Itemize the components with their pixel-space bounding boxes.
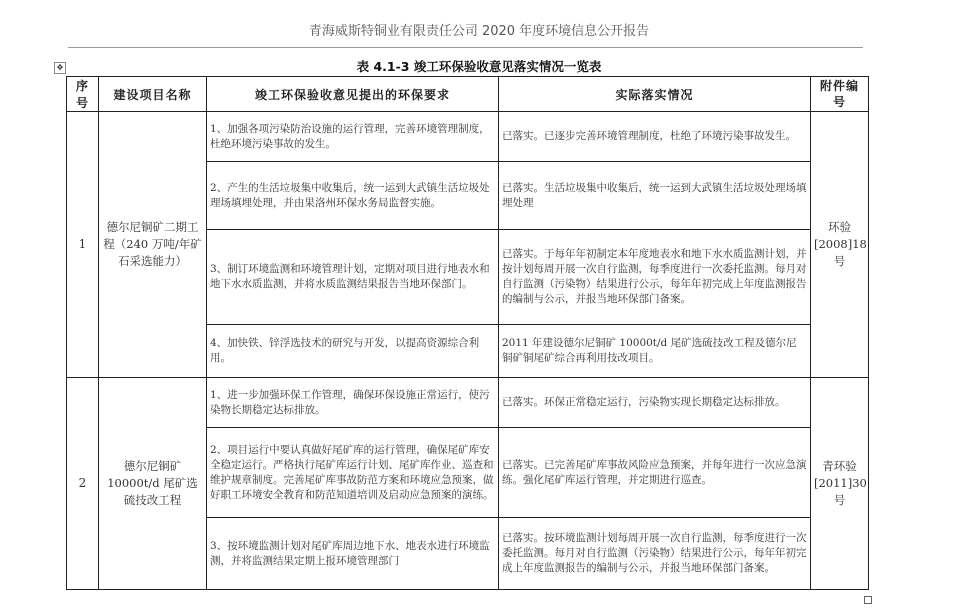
status-cell: 2011 年建设德尔尼铜矿 10000t/d 尾矿选硫技改工程及德尔尼铜矿铜尾矿综合再利用技改项目。: [499, 325, 811, 378]
attachment-cell: 环验[2008]18 号: [811, 112, 869, 378]
requirement-cell: 1、加强各项污染防治设施的运行管理，完善环境管理制度，杜绝环境污染事故的发生。: [207, 112, 499, 162]
table-row: [67, 378, 869, 428]
seq-cell: 1: [67, 112, 99, 378]
table-header-row: [67, 77, 869, 112]
status-cell: 已落实。已逐步完善环境管理制度，杜绝了环境污染事故发生。: [499, 112, 811, 162]
attachment-cell: 青环验[2011]30 号: [811, 378, 869, 590]
page-header-title: 青海威斯特铜业有限责任公司 2020 年度环境信息公开报告: [308, 24, 650, 39]
table-move-handle-icon[interactable]: ✥: [54, 62, 66, 74]
seq-cell: 2: [67, 378, 99, 590]
status-cell: 已落实。生活垃圾集中收集后，统一运到大武镇生活垃圾处理场填埋处理: [499, 162, 811, 230]
table-resize-handle[interactable]: [864, 596, 872, 604]
status-cell: 已落实。环保正常稳定运行，污染物实现长期稳定达标排放。: [499, 378, 811, 428]
project-name-cell: 德尔尼铜矿 10000t/d 尾矿选硫技改工程: [99, 378, 207, 590]
requirement-cell: 3、按环境监测计划对尾矿库周边地下水、地表水进行环境监测，并将监测结果定期上报环境管理部门: [207, 518, 499, 590]
requirement-cell: 2、项目运行中要认真做好尾矿库的运行管理，确保尾矿库安全稳定运行。严格执行尾矿库运行计划、尾矿库作业、巡查和维护规章制度。完善尾矿库事故防范方案和环境应急预案，做好职工环境安全教育和防范知道培训及启动应急预案的演练。: [207, 428, 499, 518]
status-cell: 已落实。已完善尾矿库事故风险应急预案，并每年进行一次应急演练。强化尾矿库运行管理，并定期进行巡查。: [499, 428, 811, 518]
table-title: 表 4.1-3 竣工环保验收意见落实情况一览表: [356, 59, 602, 74]
project-name-cell: 德尔尼铜矿二期工程（240 万吨/年矿石采选能力）: [99, 112, 207, 378]
requirement-cell: 2、产生的生活垃圾集中收集后，统一运到大武镇生活垃圾处理场填埋处理，并由果洛州环保水务局监督实施。: [207, 162, 499, 230]
column-header-seq: 序号: [67, 77, 99, 112]
header-divider: [68, 47, 863, 48]
requirement-cell: 1、进一步加强环保工作管理，确保环保设施正常运行，使污染物长期稳定达标排放。: [207, 378, 499, 428]
status-cell: 已落实。按环境监测计划每周开展一次自行监测，每季度进行一次委托监测。每月对自行监测（污染物）结果进行公示，每年年初完成上年度监测报告的编制与公示，并报当地环保部门备案。: [499, 518, 811, 590]
status-cell: 已落实。于每年年初制定本年度地表水和地下水水质监测计划，并按计划每周开展一次自行监测，每季度进行一次委托监测。每月对自行监测（污染物）结果进行公示，每年年初完成上年度监测报告的编制与公示，并报当地环保部门备案。: [499, 230, 811, 325]
table-row: [67, 112, 869, 162]
requirement-cell: 4、加快铁、锌浮选技术的研究与开发，以提高资源综合利用。: [207, 325, 499, 378]
column-header-project: 建设项目名称: [99, 77, 207, 112]
column-header-status: 实际落实情况: [499, 77, 811, 112]
acceptance-table: [66, 76, 869, 590]
requirement-cell: 3、制订环境监测和环境管理计划，定期对项目进行地表水和地下水水质监测，并将水质监测结果报告当地环保部门。: [207, 230, 499, 325]
column-header-requirement: 竣工环保验收意见提出的环保要求: [207, 77, 499, 112]
column-header-attachment: 附件编号: [811, 77, 869, 112]
